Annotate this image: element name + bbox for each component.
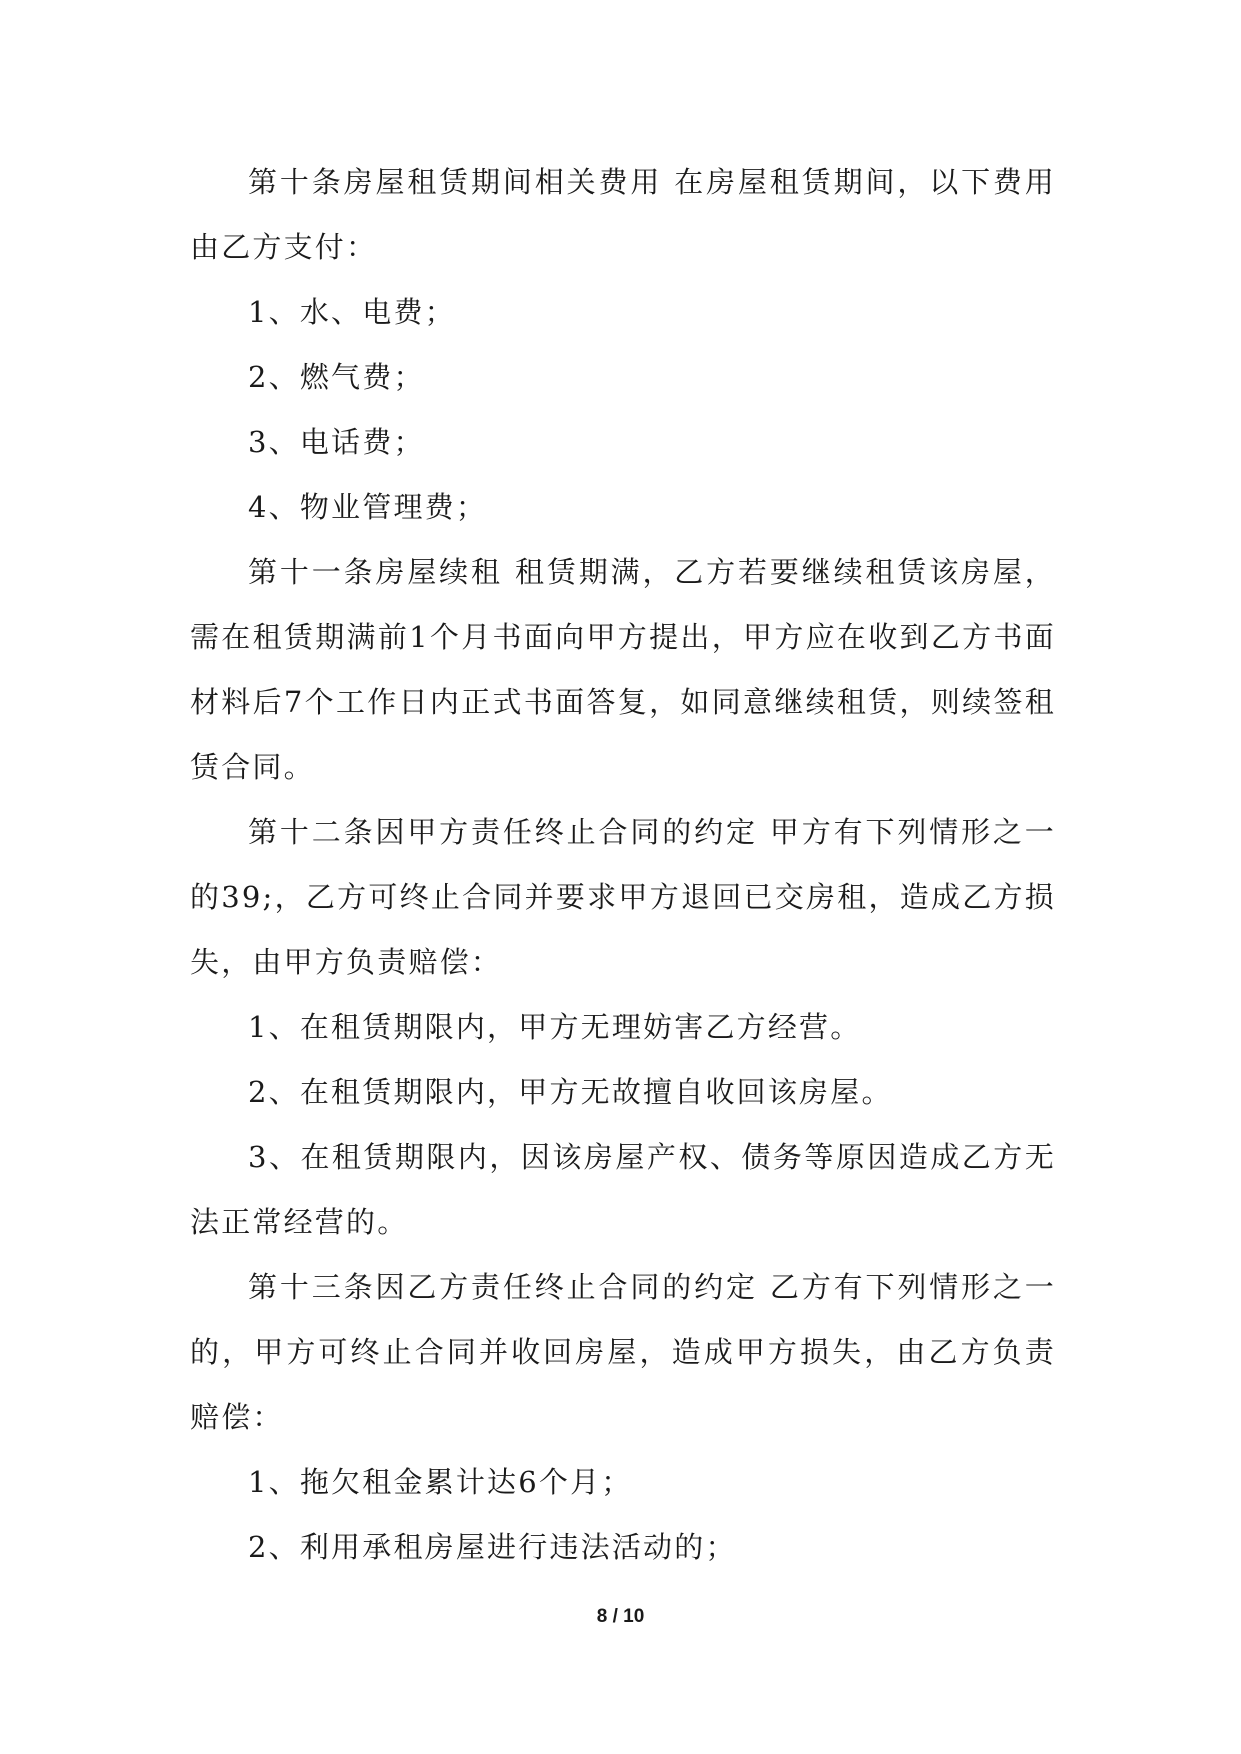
list-item-rent-arrears: 1、拖欠租金累计达6个月； (248, 1465, 633, 1499)
list-item-illegal-activity: 2、利用承租房屋进行违法活动的； (248, 1530, 737, 1564)
list-item-property-debt: 3、在租赁期限内，因该房屋产权、债务等原因造成乙方无法正常经营的。 (190, 1140, 1056, 1239)
list-item-property-management: 4、物业管理费； (248, 490, 488, 524)
paragraph-article-13: 第十三条因乙方责任终止合同的约定 乙方有下列情形之一的，甲方可终止合同并收回房屋，造成甲方损失，由乙方负责赔偿： (190, 1270, 1056, 1434)
document-body (190, 150, 1056, 1580)
paragraph-article-11: 第十一条房屋续租 租赁期满，乙方若要继续租赁该房屋，需在租赁期满前1个月书面向甲方提出，甲方应在收到乙方书面材料后7个工作日内正式书面答复，如同意继续租赁，则续签租赁合同。 (190, 555, 1056, 784)
list-item-phone: 3、电话费； (248, 425, 425, 459)
page-number: 8 / 10 (596, 1606, 645, 1627)
list-item-water-electric: 1、水、电费； (248, 295, 456, 329)
paragraph-article-10: 第十条房屋租赁期间相关费用 在房屋租赁期间，以下费用由乙方支付： (190, 165, 1056, 264)
paragraph-article-12: 第十二条因甲方责任终止合同的约定 甲方有下列情形之一的39;，乙方可终止合同并要求甲方退回已交房租，造成乙方损失，由甲方负责赔偿： (190, 815, 1056, 979)
list-item-gas: 2、燃气费； (248, 360, 425, 394)
list-item-obstruct-business: 1、在租赁期限内，甲方无理妨害乙方经营。 (248, 1010, 862, 1044)
list-item-reclaim-house: 2、在租赁期限内，甲方无故擅自收回该房屋。 (248, 1075, 893, 1109)
